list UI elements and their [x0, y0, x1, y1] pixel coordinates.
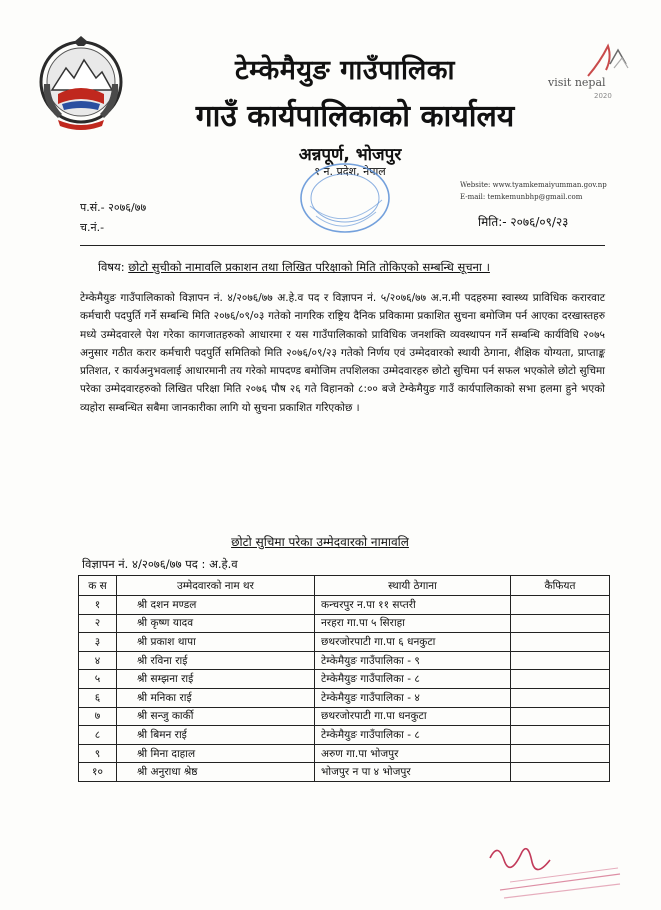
- row-remark: [511, 707, 610, 726]
- visit-nepal-mark-icon: [548, 40, 632, 80]
- signature-icon: [470, 838, 630, 908]
- row-address: अरुण गा.पा भोजपुर: [315, 744, 511, 763]
- website-text: Website: www.tyamkemaiyumman.gov.np: [460, 181, 607, 189]
- row-remark: [511, 651, 610, 670]
- notice-body: टेम्केमैयुङ गाउँपालिकाको विज्ञापन नं. ४/२०७६/७७ अ.हे.व पद र विज्ञापन नं. ५/२०७६/७७ अ.न.मी पदहरुमा स्वास्थ्य प्राविधिक करारवाट कर्मचारी पदपुर्ति गर्ने सम्बन्धि मिति २०७६/०९/०३ गतेको नागरिक राष्ट्रिय दैनिक प्रविकामा प्रकाशित सुचना बमोजिम पर्न आएका दरखास्तहरु मध्ये उम्मेदवारले पेश गरेका कागजातहरुको आधारमा र यस गाउँपालिकाको प्राविधिक जनशक्ति व्यवस्थापन गर्ने सम्बन्धि कार्यविधि २०७५ अनुसार गठीत करार कर्मचारी पदपुर्ति समितिको मिति २०७६/०९/२३ गतेको निर्णय एवं उम्मेदवारको स्थायी ठेगाना, शैक्षिक योग्यता, प्राप्ताङ्क प्रतिशत, र कार्यअनुभवलाई आधारमानी तय गरेको मापदण्ड बमोजिम तपशिलका उम्मेदवारहरु छोटो सुचिमा पर्न सफल भएकोले छोटो सुचिमा परेका उम्मेदवारहरुको लिखित परिक्षा मिति २०७६ पौष २६ गते विहानको ८:०० बजे टेम्केमैयुङ गाउँ कार्यपालिकाको सभा हलमा हुने भएको व्यहोरा सम्बन्धित सबैमा जानकारीका लागि यो सुचना प्रकाशित गरिएकोछ ।: [80, 292, 605, 414]
- table-row: [79, 763, 610, 782]
- dispatch-number: च.नं.-: [80, 221, 105, 234]
- office-title-line1: टेम्केमैयुङ गाउँपालिका: [234, 55, 455, 86]
- contact-info: [460, 179, 607, 203]
- table-row: [79, 633, 610, 652]
- row-address: कन्चरपुर न.पा ११ सप्तरी: [315, 596, 511, 615]
- row-sn: २: [79, 614, 117, 633]
- table-row: [79, 744, 610, 763]
- row-address: टेम्केमैयुङ गाउँपालिका - ८: [315, 726, 511, 745]
- table-row: [79, 651, 610, 670]
- office-address: अन्नपूर्ण, भोजपुर: [298, 145, 402, 165]
- row-sn: ७: [79, 707, 117, 726]
- candidate-table: [78, 575, 610, 782]
- row-address: टेम्केमैयुङ गाउँपालिका - ४: [315, 688, 511, 707]
- row-address: छथरजोरपाटी गा.पा ६ धनकुटा: [315, 633, 511, 652]
- visit-nepal-logo: [548, 40, 632, 106]
- row-name: श्री कृष्ण यादव: [117, 614, 315, 633]
- row-address: नरहरा गा.पा ५ सिराहा: [315, 614, 511, 633]
- row-address: भोजपुर न पा ४ भोजपुर: [315, 763, 511, 782]
- table-row: [79, 707, 610, 726]
- email-text: E-mail: temkemunbhp@gmail.com: [460, 193, 583, 201]
- table-row: [79, 726, 610, 745]
- row-address: छथरजोरपाटी गा.पा धनकुटा: [315, 707, 511, 726]
- row-sn: ९: [79, 744, 117, 763]
- row-sn: ४: [79, 651, 117, 670]
- header-divider: [80, 245, 605, 246]
- row-remark: [511, 614, 610, 633]
- visit-nepal-year: 2020: [594, 92, 612, 100]
- column-header-sn: क स: [79, 576, 117, 596]
- row-name: श्री मनिका राई: [117, 688, 315, 707]
- list-title: छोटो सुचिमा परेका उम्मेदवारको नामावलि: [231, 535, 409, 549]
- row-remark: [511, 688, 610, 707]
- row-remark: [511, 744, 610, 763]
- row-remark: [511, 633, 610, 652]
- row-remark: [511, 670, 610, 689]
- row-name: श्री प्रकाश थापा: [117, 633, 315, 652]
- row-name: श्री सम्झना राई: [117, 670, 315, 689]
- row-name: श्री सन्जु कार्की: [117, 707, 315, 726]
- row-sn: १: [79, 596, 117, 615]
- row-remark: [511, 726, 610, 745]
- office-province: १ नं. प्रदेश, नेपाल: [314, 165, 386, 178]
- row-sn: ६: [79, 688, 117, 707]
- row-name: श्री रविना राई: [117, 651, 315, 670]
- row-name: श्री मिना दाहाल: [117, 744, 315, 763]
- column-header-remarks: कैफियत: [511, 576, 610, 596]
- office-title-line2: गाउँ कार्यपालिकाको कार्यालय: [195, 99, 515, 134]
- row-remark: [511, 596, 610, 615]
- column-header-address: स्थायी ठेगाना: [315, 576, 511, 596]
- reference-number: प.सं.- २०७६/७७: [80, 201, 147, 214]
- row-name: श्री दशन मण्डल: [117, 596, 315, 615]
- row-sn: १०: [79, 763, 117, 782]
- subject-label: विषय:: [98, 260, 125, 274]
- row-name: श्री बिमन राई: [117, 726, 315, 745]
- table-header-row: [79, 576, 610, 596]
- row-sn: ५: [79, 670, 117, 689]
- row-sn: ८: [79, 726, 117, 745]
- table-row: [79, 670, 610, 689]
- nepal-emblem-icon: [38, 34, 124, 130]
- table-row: [79, 596, 610, 615]
- row-address: टेम्केमैयुङ गाउँपालिका - ९: [315, 651, 511, 670]
- row-name: श्री अनुराधा श्रेष्ठ: [117, 763, 315, 782]
- advert-number: विज्ञापन नं. ४/२०७६/७७ पद : अ.हे.व: [82, 557, 238, 571]
- office-stamp-icon: [290, 160, 400, 242]
- subject-text: छोटो सुचीको नामावलि प्रकाशन तथा लिखित परिक्षाको मिति तोकिएको सम्बन्धि सूचना ।: [128, 260, 490, 274]
- visit-nepal-text: visit nepal: [548, 76, 606, 89]
- table-row: [79, 614, 610, 633]
- table-row: [79, 688, 610, 707]
- subject-line: [98, 260, 490, 275]
- document-date: मिति:- २०७६/०९/२३: [478, 215, 569, 229]
- column-header-name: उम्मेदवारको नाम थर: [117, 576, 315, 596]
- row-sn: ३: [79, 633, 117, 652]
- row-remark: [511, 763, 610, 782]
- row-address: टेम्केमैयुङ गाउँपालिका - ८: [315, 670, 511, 689]
